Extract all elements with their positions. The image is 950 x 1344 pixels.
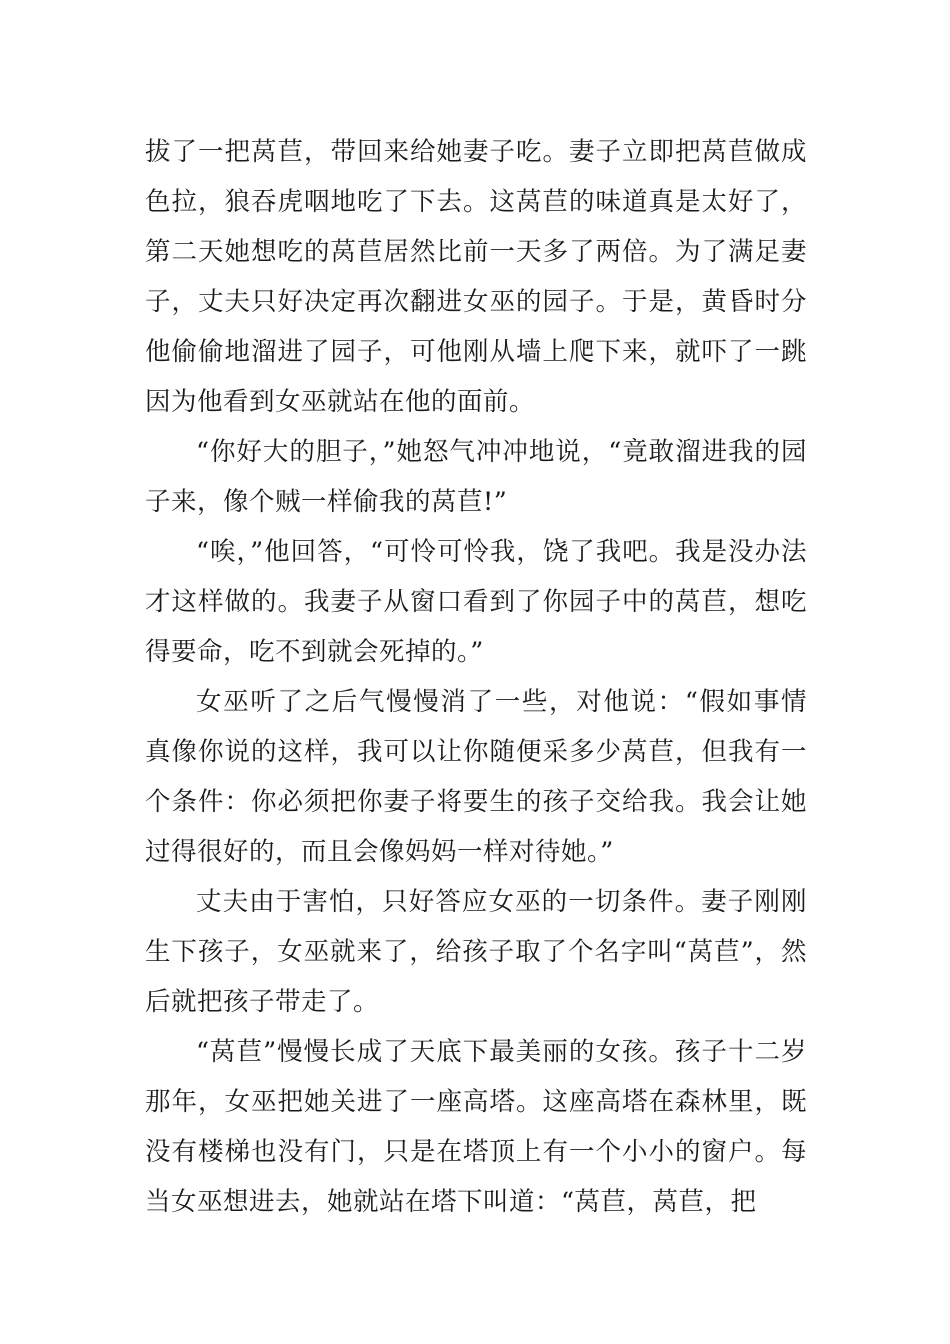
- paragraph-4: 女巫听了之后气慢慢消了一些，对他说：“假如事情真像你说的这样，我可以让你随便采多少莴苣，但我有一个条件：你必须把你妻子将要生的孩子交给我。我会让她过得很好的，而且会像妈妈一样对待她。”: [145, 687, 807, 867]
- paragraph-1: 拔了一把莴苣，带回来给她妻子吃。妻子立即把莴苣做成色拉，狼吞虎咽地吃了下去。这莴苣的味道真是太好了，第二天她想吃的莴苣居然比前一天多了两倍。为了满足妻子，丈夫只好决定再次翻进女巫的园子。于是，黄昏时分他偷偷地溜进了园子，可他刚从墙上爬下来，就吓了一跳因为他看到女巫就站在他的面前。: [145, 137, 807, 417]
- paragraph-6: “莴苣”慢慢长成了天底下最美丽的女孩。孩子十二岁那年，女巫把她关进了一座高塔。这座高塔在森林里，既没有楼梯也没有门，只是在塔顶上有一个小小的窗户。每当女巫想进去，她就站在塔下叫道：“莴苣，莴苣，把: [145, 1037, 807, 1217]
- paragraph-3: “唉，”他回答，“可怜可怜我，饶了我吧。我是没办法才这样做的。我妻子从窗口看到了你园子中的莴苣，想吃得要命，吃不到就会死掉的。”: [145, 537, 807, 667]
- paragraph-2: “你好大的胆子，”她怒气冲冲地说，“竟敢溜进我的园子来，像个贼一样偷我的莴苣!”: [145, 437, 807, 517]
- paragraph-5: 丈夫由于害怕，只好答应女巫的一切条件。妻子刚刚生下孩子，女巫就来了，给孩子取了个名字叫“莴苣”，然后就把孩子带走了。: [145, 887, 807, 1017]
- document-page: [145, 127, 807, 1227]
